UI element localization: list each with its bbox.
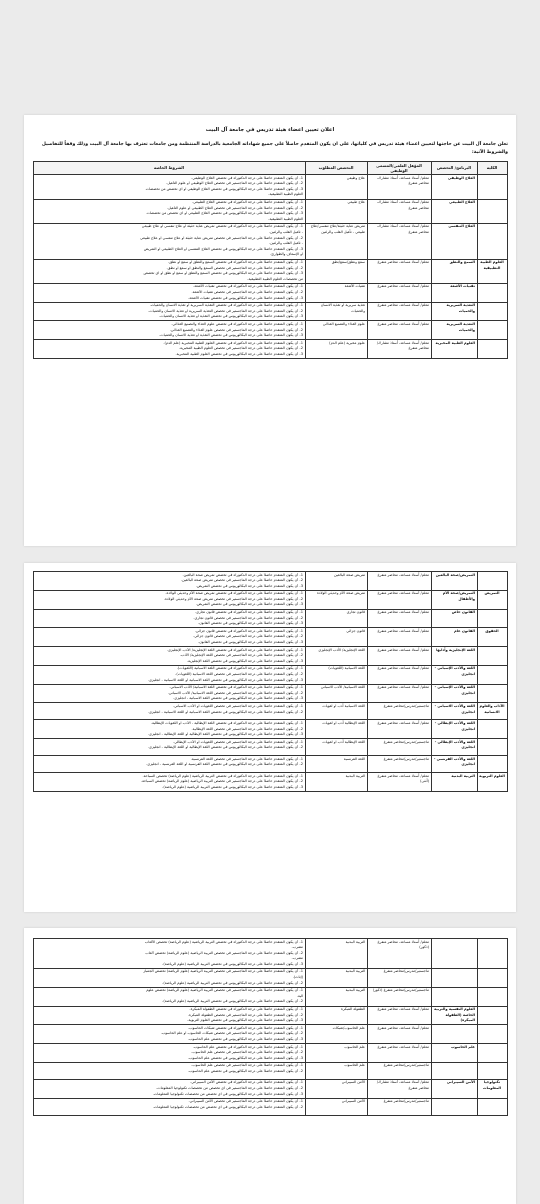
- condition-line: من تخصصات العلوم الطبية التطبيقية.: [247, 276, 303, 281]
- condition-line: 3- أن يكون المتقدم حاصلاً على درجة البكالوريوس في تخصص التربية الرياضية (علوم الرياضة).: [162, 961, 303, 966]
- table-row: [33, 223, 507, 259]
- condition-line: 1- أن يكون المتقدم حاصلاً على درجة الماجستير في تخصص اللغويات او الأدب الاسباني.: [173, 703, 303, 708]
- program-cell: الأمن السيبراني: [431, 1079, 477, 1098]
- table-row: [33, 939, 507, 969]
- conditions-cell: [33, 773, 305, 792]
- condition-line: 2- أن يكون المتقدم حاصلاً على درجة الماجستير في تخصص تقنيات الأشعة.: [191, 289, 303, 294]
- program-cell: اللغة والأدب الفرنسي - انجليزي: [431, 756, 477, 773]
- college-cell: [477, 199, 507, 223]
- condition-line: مضرب.: [291, 945, 303, 950]
- table-row: [33, 259, 507, 283]
- header-college: الكلية: [477, 162, 507, 175]
- rank-cell: معلم/ أستاذ مساعد، محاضر متفرغ (ذكور): [367, 939, 431, 969]
- program-cell: اللغة والأدب الإسباني - انجليزي: [431, 684, 477, 703]
- condition-line: 1- أن يكون المتقدم حاصلاً على درجة الدكتوراه في تخصص تقنيات الأشعة.: [193, 284, 303, 289]
- specialty-cell: علوم مخبرية (علم الدم): [305, 340, 367, 359]
- program-cell: اللغة والأدب الإسباني - انجليزي: [431, 665, 477, 684]
- condition-line: 3- أن يكون المتقدم حاصلاً على درجة البكالوريوس في تخصص العلوم التربوية.: [187, 1018, 303, 1023]
- condition-line: 2- أن يكون المتقدم حاصلاً على درجة الماجستير في تخصص اللغة الإنجليزية/ الأدب.: [179, 653, 303, 658]
- specialty-cell: قانون تجاري: [305, 609, 367, 628]
- condition-line: 1- أن يكون المتقدم حاصلاً على درجة الدكتوراه في تخصص تمريض صحة الأم وحديثي الولادة.: [165, 591, 303, 596]
- condition-line: 2- أن يكون المتقدم حاصلاً على درجة الماجستير في تخصص قانون تجاري.: [193, 615, 303, 620]
- condition-line: 3- أن يكون المتقدم حاصلاً على درجة البكالوريوس في تخصص التمريض.: [195, 602, 303, 607]
- specialty-cell: التربية البدنية: [305, 773, 367, 792]
- college-cell: [477, 175, 507, 199]
- announcement-header: [24, 115, 516, 159]
- specialty-cell: الأمن السيبراني: [305, 1079, 367, 1098]
- condition-line: 2- أن يكون المتقدم حاصلاً على درجة الماجستير في تخصص تمريض صحة البالغين.: [180, 578, 303, 583]
- condition-line: 3- أن يكون المتقدم حاصلاً على درجة البكالوريوس في تخصص التغذية او تغذية الانسان والحميات.: [159, 314, 303, 319]
- conditions-cell: [33, 939, 305, 969]
- college-cell: [477, 1025, 507, 1044]
- conditions-cell: [33, 572, 305, 591]
- condition-line: 1- أن يكون المتقدم حاصلاً على درجة الماجستير في تخصص الأمن السيبراني.: [188, 1099, 303, 1104]
- specialty-cell: اللغة الفرنسية: [305, 756, 367, 773]
- conditions-cell: [33, 223, 305, 259]
- condition-line: او الإسعاف والطوارئ.: [270, 252, 303, 257]
- college-cell: [477, 283, 507, 302]
- specialty-cell: التربية البدنية: [305, 968, 367, 987]
- program-cell: التربية البدنية: [431, 773, 477, 792]
- college-cell: [477, 223, 507, 259]
- college-cell: [477, 1062, 507, 1079]
- condition-line: 3- أن يكون المتقدم حاصلاً على درجة البكالوريوس في تخصص العلوم الطبية المخبرية.: [175, 351, 303, 356]
- table-row: [33, 987, 507, 1006]
- program-cell: القانون خاص: [431, 609, 477, 628]
- condition-line: 3- أن يكون المتقدم حاصلاً على درجة البكالوريوس في تخصص العلاج الطبيعي او اي تخصص من تخصصات: [146, 211, 303, 216]
- program-cell: العلوم الطبية المخبرية: [431, 340, 477, 359]
- condition-line: 1- أن يكون المتقدم حاصلاً على درجة الماجستير في تخصص علم الحاسوب.: [191, 1063, 303, 1068]
- condition-line: 3- أن يكون المتقدم حاصلاً على درجة البكالوريوس في اي تخصص من تخصصات تكنولوجيا المعلومات.: [152, 1091, 303, 1096]
- rank-cell: معلم/ أستاذ مساعد، محاضر متفرغ: [367, 283, 431, 302]
- condition-line: 1- أن يكون المتقدم حاصلاً على درجة الدكتوراه في تخصص قانون جزائي.: [194, 628, 303, 633]
- positions-body-1: [33, 175, 507, 359]
- condition-line: 3- أن يكون المتقدم حاصلاً على درجة البكالوريوس في تخصص علم الحاسوب.: [187, 1055, 303, 1060]
- program-cell: [431, 968, 477, 987]
- condition-line: 2- أن يكون المتقدم حاصلاً على درجة البكالوريوس في تخصص التربية الرياضية (علوم الرياضة).: [162, 980, 303, 985]
- condition-line: مضرب.: [291, 956, 303, 961]
- condition-line: 1- أن يكون المتقدم حاصلاً على درجة الدكتوراه في تخصص التربية الرياضية (علوم الرياضة) تخصص الألعاب: [144, 939, 303, 944]
- program-cell: اللغة الإنجليزية وآدابها: [431, 647, 477, 666]
- condition-line: 2- أن يكون المتقدم حاصلاً على درجة الماجستير في تخصص اللغة الاسبانية (اللغويات).: [175, 672, 303, 676]
- condition-line: 1- أن يكون المتقدم حاصلاً على درجة الدكتوراه في تخصص اللغة الإنجليزية/ الأدب الإنجليزي.: [166, 647, 303, 652]
- header-conditions: الشروط الخاصة: [33, 162, 305, 175]
- positions-body-2: [33, 572, 507, 792]
- rank-cell: معلم/ أستاذ مساعد، محاضر متفرغ: [367, 259, 431, 283]
- table-row: [33, 739, 507, 756]
- condition-line: 1- أن يكون المتقدم حاصلاً على درجة الدكتوراه في تخصص العلاج الوظيفي.: [191, 175, 303, 180]
- conditions-cell: [33, 1079, 305, 1098]
- condition-line: 1- أن يكون المتقدم حاصلاً على درجة الدكتوراه في تخصص تمريض عناية حثيثة او علاج تنفسي او علاج طبيعي: [141, 224, 303, 229]
- college-cell: [477, 968, 507, 987]
- condition-line: 2- أن يكون المتقدم حاصلاً على درجة البكالوريوس في تخصص اللغة الاسبانية او اللغة الاسبانية - انجليزي.: [147, 709, 303, 714]
- positions-table-3: [33, 938, 508, 1116]
- table-row: [33, 572, 507, 591]
- program-cell: [431, 939, 477, 969]
- conditions-cell: [33, 684, 305, 703]
- program-cell: السمع والنطق: [431, 259, 477, 283]
- condition-line: 3- أن يكون المتقدم حاصلاً على درجة البكالوريوس في تخصص التربية الرياضية (علوم الرياضة).: [162, 784, 303, 789]
- specialty-cell: علوم الغذاء والتصنيع الغذائي: [305, 321, 367, 340]
- program-cell: التغذية السريرية والحميات: [431, 321, 477, 340]
- rank-cell: ماجستير/مدرس/محاضر متفرغ: [367, 1098, 431, 1115]
- condition-line: 1- أن يكون المتقدم حاصلاً على درجة الدكتوراه في تخصص اللغة الاسبانية (اللغويات).: [176, 666, 303, 671]
- condition-line: 3- أن يكون المتقدم حاصلاً على درجة البكالوريوس في تخصص التمريض.: [195, 583, 303, 588]
- program-cell: [431, 1062, 477, 1079]
- specialty-cell: الأمن السيبراني: [305, 1098, 367, 1115]
- program-cell: العلاج الوظيفي: [431, 175, 477, 199]
- college-cell: الحقوق: [477, 628, 507, 647]
- program-cell: التمريض/صحة البالغين: [431, 572, 477, 591]
- program-cell: علم الحاسوب: [431, 1044, 477, 1063]
- conditions-cell: [33, 1025, 305, 1044]
- college-cell: [477, 572, 507, 591]
- program-cell: العلوم النفسية والتربية الخاصة (الطفولة المبكرة): [431, 1006, 477, 1025]
- college-cell: [477, 340, 507, 359]
- condition-line: 2- أن يكون المتقدم حاصلاً على درجة الماجستير في اي تخصص من تخصصات تكنولوجيا المعلومات.: [156, 1085, 303, 1090]
- rank-cell: ماجستير/مدرس/محاضر متفرغ: [367, 756, 431, 773]
- condition-line: 1- أن يكون المتقدم حاصلاً على درجة الدكتوراه في تخصص العلوم الطبية المخبرية (علم الدم).: [163, 340, 303, 345]
- condition-line: 2- أن يكون المتقدم حاصلاً على درجة الماجستير في تخصص العلاج الطبيعي او علوم التأهيل.: [166, 205, 303, 210]
- condition-line: 2- أن يكون المتقدم حاصلاً على درجة الماجستير في تخصص التغذية السريرية او تغذية الانسان والحميات.: [148, 308, 303, 313]
- condition-line: 2- أن يكون المتقدم حاصلاً على درجة الماجستير في تخصص التربية الرياضية (علوم الرياضة) تخصص ألعاب: [145, 950, 303, 955]
- specialty-cell: تغذية سريرية او تغذية الانسان والحميات: [305, 302, 367, 321]
- conditions-cell: [33, 647, 305, 666]
- specialty-cell: اللغة الإنجليزية/ الأدب الإنجليزي: [305, 647, 367, 666]
- conditions-cell: [33, 609, 305, 628]
- positions-table-1: [33, 161, 508, 359]
- condition-line: 1- أن يكون المتقدم حاصلاً على درجة الدكتوراه في تخصص العلاج الطبيعي.: [192, 200, 303, 205]
- condition-line: 1- أن يكون المتقدم حاصلاً على درجة الدكتوراه في تخصص الطفولة المبكرة.: [189, 1007, 303, 1012]
- condition-line: 3- أن يكون المتقدم حاصلاً على درجة البكالوريوس في تخصص تقنيات الأشعة.: [188, 295, 303, 300]
- program-cell: اللغة والأدب الإيطالي - انجليزي: [431, 739, 477, 756]
- specialty-cell: تمريض صحة الأم وحديثي الولادة: [305, 590, 367, 609]
- table-row: [33, 199, 507, 223]
- table-row: [33, 302, 507, 321]
- table-row: [33, 321, 507, 340]
- college-cell: [477, 987, 507, 1006]
- rank-cell: ماجستير/مدرس/محاضر متفرغ: [367, 739, 431, 756]
- condition-line: 2- أن يكون المتقدم حاصلاً على درجة الماجستير في تخصص الطفولة المبكرة.: [187, 1012, 303, 1017]
- condition-line: 1- أن يكون المتقدم حاصلاً على درجة الدكتوراه في تخصص اللغة الاسبانية/ الأدب الاسباني.: [169, 685, 303, 690]
- condition-line: 1- أن يكون المتقدم حاصلاً على درجة الدكتوراه في تخصص السمع والنطق او سمع او نطق.: [168, 260, 303, 264]
- rank-cell: معلم/ أستاذ مساعد، محاضر متفرغ: [367, 321, 431, 340]
- condition-line: 2- أن يكون المتقدم حاصلاً على درجة الماجستير في تخصص علوم الغذاء والتصنيع الغذائي.: [169, 327, 303, 332]
- condition-line: 1- أن يكون المتقدم حاصلاً على درجة الدكتوراه في تخصص علم الحاسوب.: [192, 1044, 303, 1049]
- specialty-cell: تمريض عناية حثيثة/علاج تنفسي/علاج طبيعي - تأهيل القلب والرئتين: [305, 223, 367, 259]
- conditions-cell: [33, 199, 305, 223]
- specialty-cell: اللغة الاسبانية/ الأدب الاسباني: [305, 684, 367, 703]
- rank-cell: معلم/ أستاذ مساعد، أستاذ مشارك، محاضر متفرغ: [367, 223, 431, 259]
- rank-cell: معلم/ أستاذ مساعد، محاضر متفرغ: [367, 590, 431, 609]
- program-cell: اللغة والأدب الإيطالي - انجليزي: [431, 720, 477, 739]
- condition-line: 3- أن يكون المتقدم حاصلاً على درجة البكالوريوس في تخصص اللغة الإيطالية او اللغة الإيطالية - انجليزي.: [147, 732, 303, 737]
- table-row: [33, 773, 507, 792]
- condition-line: العلوم الطبية التطبيقية.: [268, 192, 303, 197]
- rank-cell: معلم/ أستاذ مساعد، محاضر متفرغ (أنثى): [367, 773, 431, 792]
- conditions-cell: [33, 665, 305, 684]
- condition-line: 2- أن يكون المتقدم حاصلاً على درجة الماجستير في تخصص العلوم الطبية المخبرية.: [178, 346, 303, 351]
- condition-line: 2- أن يكون المتقدم حاصلاً على درجة الماجستير في تخصص اللغة الاسبانية/ الأدب الاسباني.: [167, 690, 303, 695]
- table-row: [33, 1079, 507, 1098]
- table-row: [33, 340, 507, 359]
- specialty-cell: التربية البدنية: [305, 939, 367, 969]
- rank-cell: معلم/ أستاذ مساعد، محاضر متفرغ: [367, 665, 431, 684]
- table-row: [33, 720, 507, 739]
- table-row: [33, 1044, 507, 1063]
- conditions-cell: [33, 321, 305, 340]
- table-row: [33, 1098, 507, 1115]
- conditions-cell: [33, 340, 305, 359]
- condition-line: - تأهيل القلب والرئتين.: [268, 230, 303, 235]
- specialty-cell: علاج طبيعي: [305, 199, 367, 223]
- condition-line: 3- أن يكون المتقدم حاصلاً على درجة البكالوريوس في تخصص اللغة الإنجليزية.: [186, 658, 303, 663]
- condition-line: 2- أن يكون المتقدم حاصلاً على درجة البكالوريوس في تخصص اللغة الإيطالية او اللغة الإيطالية - انجليزي.: [147, 745, 303, 750]
- conditions-cell: [33, 720, 305, 739]
- condition-line: 3- أن يكون المتقدم حاصلاً على درجة البكالوريوس في تخصص القانون.: [197, 621, 303, 626]
- condition-line: 1- أن يكون المتقدم حاصلاً على درجة الدكتوراه في تخصص تمريض صحة البالغين.: [182, 572, 303, 577]
- table-row: [33, 283, 507, 302]
- table-row: [33, 968, 507, 987]
- table-row: [33, 628, 507, 647]
- program-cell: التغذية السريرية والحميات: [431, 302, 477, 321]
- specialty-cell: سمع ونطق/سمع/نطق: [305, 259, 367, 283]
- conditions-cell: [33, 703, 305, 720]
- condition-line: 2- أن يكون المتقدم حاصلاً على درجة الماجستير في تخصص تمريض عناية حثيثة او علاج تنفسي او علاج طبيعي: [140, 235, 303, 240]
- table-row: [33, 703, 507, 720]
- program-cell: العلاج الطبيعي: [431, 199, 477, 223]
- condition-line: 1- أن يكون المتقدم حاصلاً على درجة الدكتوراه في تخصص شبكات الحاسوب.: [187, 1025, 303, 1030]
- condition-line: 2- أن يكون المتقدم حاصلاً على درجة البكالوريوس في تخصص التربية الرياضية (علوم الرياضة).: [162, 999, 303, 1004]
- condition-line: 2- أن يكون المتقدم حاصلاً على درجة الماجستير في تخصص السمع والنطق او سمع او نطق.: [166, 265, 303, 270]
- conditions-cell: [33, 302, 305, 321]
- program-cell: تقنيات الأشعة: [431, 283, 477, 302]
- positions-body-3: [33, 939, 507, 1116]
- document-page-2: [24, 563, 516, 912]
- rank-cell: ماجستير/مدرس/محاضر متفرغ: [367, 1062, 431, 1079]
- condition-line: 2- أن يكون المتقدم حاصلاً على درجة البكالوريوس في تخصص علم الحاسوب.: [187, 1068, 303, 1073]
- condition-line: 1- أن يكون المتقدم حاصلاً على درجة الماجستير في تخصص اللغويات او الأدب الإيطالي.: [173, 739, 303, 744]
- condition-line: 3- أن يكون المتقدم حاصلاً على درجة البكالوريوس في تخصص اللغة الاسبانية - انجليزي.: [173, 696, 303, 701]
- condition-line: - تأهيل القلب والرئتين.: [268, 241, 303, 246]
- document-page-1: [24, 115, 516, 546]
- condition-line: 3- أن يكون المتقدم حاصلاً على درجة البكالوريوس في تخصص السمع والنطق او سمع او نطق او اي تخصص: [143, 271, 303, 276]
- conditions-cell: [33, 259, 305, 283]
- specialty-cell: قانون جزائي: [305, 628, 367, 647]
- rank-cell: ماجستير/مدرس/محاضر متفرغ: [367, 703, 431, 720]
- conditions-cell: [33, 1044, 305, 1063]
- specialty-cell: علم الحاسوب: [305, 1062, 367, 1079]
- college-cell: [477, 1006, 507, 1025]
- program-cell: [431, 987, 477, 1006]
- condition-line: 2- أن يكون المتقدم حاصلاً على درجة الماجستير في تخصص علم الحاسوب.: [191, 1050, 303, 1055]
- college-cell: العلوم الطبية التطبيقية: [477, 259, 507, 283]
- program-cell: التمريض/صحة الأم والأطفال: [431, 590, 477, 609]
- specialty-cell: علم الحاسوب: [305, 1044, 367, 1063]
- conditions-cell: [33, 590, 305, 609]
- table-row: [33, 665, 507, 684]
- condition-line: 3- أن يكون المتقدم حاصلاً على درجة البكالوريوس في تخصص اللغة الاسبانية او اللغة الاسبانية - انجليزي.: [147, 677, 303, 682]
- rank-cell: معلم/ أستاذ مساعد، أستاذ مشارك/محاضر متفرغ: [367, 340, 431, 359]
- condition-line: 1- أن يكون المتقدم حاصلاً على درجة الماجستير في تخصص التربية الرياضية (علوم الرياضة) تخصص الجمباز: [143, 969, 303, 974]
- condition-line: 1- أن يكون المتقدم حاصلاً على درجة الماجستير في تخصص التربية الرياضية (علوم الرياضة) تخصص علوم: [146, 988, 303, 993]
- condition-line: 1- أن يكون المتقدم حاصلاً على درجة الدكتوراه في تخصص قانون تجاري.: [194, 610, 303, 615]
- table-row: [33, 609, 507, 628]
- college-cell: [477, 609, 507, 628]
- condition-line: 2- أن يكون المتقدم حاصلاً على درجة الماجستير في تخصص قانون جزائي.: [193, 634, 303, 639]
- rank-cell: معلم/ أستاذ مساعد، محاضر متفرغ: [367, 684, 431, 703]
- condition-line: 2- أن يكون المتقدم حاصلاً على درجة البكالوريوس في اي تخصص من تخصصات تكنولوجيا المعلومات.: [152, 1104, 303, 1109]
- program-cell: [431, 1098, 477, 1115]
- condition-line: 2- أن يكون المتقدم حاصلاً على درجة الماجستير في تخصص شبكات الحاسوب او علم الحاسوب.: [160, 1031, 303, 1036]
- table-header-row: [33, 162, 507, 175]
- table-row: [33, 590, 507, 609]
- condition-line: 1- أن يكون المتقدم حاصلاً على درجة الدكتوراه في تخصص التغذية السريرية او تغذية الانسان والحميات.: [149, 303, 303, 308]
- conditions-cell: [33, 1098, 305, 1115]
- specialty-cell: اللغة الإيطالية أدب او لغويات: [305, 720, 367, 739]
- condition-line: العلوم الطبية التطبيقية.: [268, 216, 303, 221]
- program-cell: العلاج التنفسي: [431, 223, 477, 259]
- college-cell: الآداب والعلوم الانسانية: [477, 703, 507, 720]
- rank-cell: معلم/ أستاذ مساعد، محاضر متفرغ: [367, 628, 431, 647]
- specialty-cell: علاج وظيفي: [305, 175, 367, 199]
- table-row: [33, 756, 507, 773]
- conditions-cell: [33, 987, 305, 1006]
- rank-cell: ماجستير/مدرس/محاضر متفرغ: [367, 968, 431, 987]
- condition-line: 3- أن يكون المتقدم حاصلاً على درجة البكالوريوس في تخصص القانون.: [197, 640, 303, 645]
- table-row: [33, 1062, 507, 1079]
- conditions-cell: [33, 756, 305, 773]
- specialty-cell: التربية البدنية: [305, 987, 367, 1006]
- program-cell: القانون عام: [431, 628, 477, 647]
- rank-cell: معلم/ أستاذ مساعد، محاضر متفرغ: [367, 302, 431, 321]
- announcement-title: اعلان تعيين اعضاء هيئة تدريس في جامعة آل البيت: [205, 127, 335, 133]
- condition-line: الية.: [296, 993, 303, 998]
- college-cell: [477, 302, 507, 321]
- college-cell: العلوم التربوية: [477, 773, 507, 792]
- table-row: [33, 175, 507, 199]
- college-cell: [477, 939, 507, 969]
- condition-line: 3- أن يكون المتقدم حاصلاً على درجة البكالوريوس في تخصص العلاج الوظيفي او اي تخصص من تخصصات: [145, 186, 303, 191]
- condition-line: (إناث).: [292, 975, 303, 980]
- rank-cell: معلم/ أستاذ مساعد، أستاذ مشارك، محاضر متفرغ: [367, 175, 431, 199]
- rank-cell: معلم/ أستاذ مساعد، أستاذ مشارك، محاضر متفرغ: [367, 199, 431, 223]
- rank-cell: معلم/ أستاذ مساعد، محاضر متفرغ: [367, 1006, 431, 1025]
- table-row: [33, 684, 507, 703]
- college-cell: [477, 1044, 507, 1063]
- conditions-cell: [33, 175, 305, 199]
- condition-line: 3- أن يكون المتقدم حاصلاً على درجة البكالوريوس في تخصص التغذية او تغذية الانسان والحميات.: [159, 333, 303, 338]
- header-specialty: التخصص المطلوب: [305, 162, 367, 175]
- condition-line: 1- أن يكون المتقدم حاصلاً على درجة الماجستير في تخصص اللغة الفرنسية.: [190, 756, 303, 761]
- rank-cell: معلم/ أستاذ مساعد، محاضر متفرغ: [367, 1044, 431, 1063]
- rank-cell: ماجستير/مدرس/محاضر متفرغ (ذكور): [367, 987, 431, 1006]
- specialty-cell: علم الحاسوب/شبكات: [305, 1025, 367, 1044]
- header-rank: المؤهل العلمي/المسمى الوظيفي: [367, 162, 431, 175]
- condition-line: 2- أن يكون المتقدم حاصلاً على درجة الماجستير في تخصص تمريض صحة الأم وحديثي الولادة.: [163, 596, 303, 601]
- table-row: [33, 1006, 507, 1025]
- conditions-cell: [33, 739, 305, 756]
- rank-cell: معلم/ أستاذ مساعد، محاضر متفرغ: [367, 720, 431, 739]
- condition-line: 2- أن يكون المتقدم حاصلاً على درجة الماجستير في تخصص التربية الرياضية (علوم الرياضة) تخصص السباحة.: [140, 779, 303, 784]
- condition-line: 2- أن يكون المتقدم حاصلاً على درجة البكالوريوس في تخصص اللغة الفرنسية او اللغة الفرنسية - انجليزي.: [146, 762, 303, 767]
- conditions-cell: [33, 1006, 305, 1025]
- program-cell: اللغة والأدب الاسباني - انجليزي: [431, 703, 477, 720]
- rank-cell: معلم/ أستاذ مساعد، محاضر متفرغ: [367, 647, 431, 666]
- conditions-cell: [33, 1062, 305, 1079]
- condition-line: 3- أن يكون المتقدم حاصلاً على درجة البكالوريوس في تخصص العلاج التنفسي او العلاج الطبيعي او التمريض: [143, 246, 303, 251]
- condition-line: 1- أن يكون المتقدم حاصلاً على درجة الدكتوراه في تخصص الأمن السيبراني.: [190, 1080, 303, 1085]
- college-cell: تكنولوجيا المعلومات: [477, 1079, 507, 1098]
- college-cell: [477, 756, 507, 773]
- specialty-cell: تمريض صحة البالغين: [305, 572, 367, 591]
- college-cell: التمريض: [477, 590, 507, 609]
- condition-line: 1- أن يكون المتقدم حاصلاً على درجة الدكتوراه في تخصص التربية الرياضية (علوم الرياضة) تخصص السباحة.: [142, 773, 303, 778]
- condition-line: 2- أن يكون المتقدم حاصلاً على درجة الماجستير في تخصص اللغة الإيطالية.: [191, 726, 303, 731]
- college-cell: [477, 720, 507, 739]
- conditions-cell: [33, 968, 305, 987]
- program-cell: [431, 1025, 477, 1044]
- rank-cell: معلم/ أستاذ مساعد، محاضر متفرغ: [367, 1025, 431, 1044]
- positions-table-2: [33, 571, 508, 792]
- college-cell: [477, 647, 507, 666]
- condition-line: 1- أن يكون المتقدم حاصلاً على درجة الدكتوراه في تخصص علوم الغذاء والتصنيع الغذائي.: [171, 321, 303, 326]
- document-page-3: [24, 928, 516, 1204]
- specialty-cell: اللغة الاسبانية أدب او لغويات: [305, 703, 367, 720]
- conditions-cell: [33, 628, 305, 647]
- college-cell: [477, 684, 507, 703]
- specialty-cell: تقنيات الأشعة: [305, 283, 367, 302]
- specialty-cell: اللغة الاسبانية (اللغويات): [305, 665, 367, 684]
- table-row: [33, 647, 507, 666]
- announcement-intro: تعلن جامعة آل البيت عن حاجتها لتعيين اعضاء هيئة تدريس في كلياتها، على ان يكون المتقدم حاصلاً على جميع شهاداته الجامعية بالدراسة المنتظمة ومن جامعات تعترف بها جامعة آل البيت وذلك وفقاً للتفاصيل والشروط الآتية:: [41, 142, 508, 155]
- college-cell: [477, 665, 507, 684]
- rank-cell: معلم/ أستاذ مساعد، محاضر متفرغ: [367, 572, 431, 591]
- table-row: [33, 1025, 507, 1044]
- college-cell: [477, 1098, 507, 1115]
- condition-line: 1- أن يكون المتقدم حاصلاً على درجة الدكتوراه في تخصص اللغة الإيطالية - الأدب او اللغويات الإيطالية.: [150, 720, 303, 725]
- rank-cell: معلم/ أستاذ مساعد، أستاذ مشارك/ محاضر متفرغ: [367, 1079, 431, 1098]
- condition-line: 2- أن يكون المتقدم حاصلاً على درجة الماجستير في تخصص العلاج الوظيفي او علوم التأهيل.: [166, 181, 303, 186]
- header-program: البرنامج/ التخصص: [431, 162, 477, 175]
- conditions-cell: [33, 283, 305, 302]
- rank-cell: معلم/ أستاذ مساعد، محاضر متفرغ: [367, 609, 431, 628]
- college-cell: [477, 321, 507, 340]
- specialty-cell: اللغة الإيطالية أدب او لغويات: [305, 739, 367, 756]
- condition-line: 3- أن يكون المتقدم حاصلاً على درجة البكالوريوس في تخصص علم الحاسوب.: [187, 1037, 303, 1041]
- college-cell: [477, 739, 507, 756]
- specialty-cell: الطفولة المبكرة: [305, 1006, 367, 1025]
